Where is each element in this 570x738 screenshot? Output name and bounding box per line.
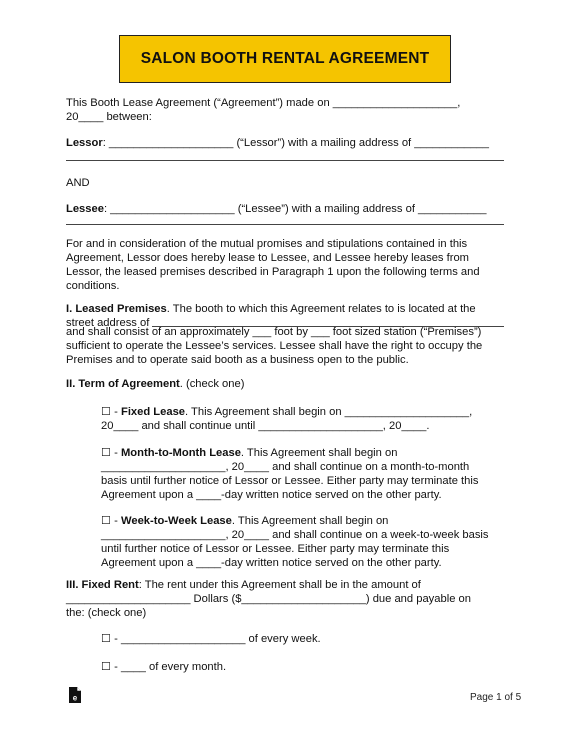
and-label: AND bbox=[66, 177, 90, 189]
lessee-address-rule bbox=[66, 224, 504, 225]
monthly-lease-label: Month-to-Month Lease bbox=[120, 447, 241, 459]
consideration-line-1: For and in consideration of the mutual promises and stipulations contained in this bbox=[66, 238, 468, 250]
weekly-lease-line-4: Agreement upon a ____-day written notice served on the other party. bbox=[101, 557, 442, 569]
lessor-text: : ____________________ (“Lessor”) with a mailing address of ____________ bbox=[102, 137, 489, 149]
rent-weekly-option[interactable]: ☐ - ____________________ of every week. bbox=[101, 633, 321, 645]
s1-text-1: . The booth to which this Agreement relates to is located at the bbox=[166, 303, 476, 315]
document-title: SALON BOOTH RENTAL AGREEMENT bbox=[140, 50, 430, 67]
fixed-lease-line-1 bbox=[101, 405, 506, 419]
s1-line-4: sufficient to operate the Lessee’s services. Lessee shall have the right to occupy the bbox=[66, 340, 483, 352]
rent-monthly-option[interactable]: ☐ - ____ of every month. bbox=[101, 661, 227, 673]
s1-line-1 bbox=[66, 302, 506, 316]
s2-heading: II. Term of Agreement bbox=[66, 378, 180, 390]
s3-line-3: the: (check one) bbox=[66, 607, 147, 619]
weekly-lease-line-1 bbox=[101, 514, 506, 528]
s3-line-2: ____________________ Dollars ($____________________) due and payable on bbox=[66, 593, 471, 605]
consideration-line-4: conditions. bbox=[66, 280, 120, 292]
title-box bbox=[119, 35, 451, 83]
fixed-lease-text: . This Agreement shall begin on ____________________, bbox=[185, 406, 473, 418]
weekly-lease-text: . This Agreement shall begin on bbox=[231, 515, 389, 527]
lessor-line bbox=[66, 136, 506, 150]
intro-line-2: 20____ between: bbox=[66, 111, 152, 123]
monthly-lease-line-2: ____________________, 20____ and shall continue on a month-to-month bbox=[101, 461, 470, 473]
consideration-line-2: Agreement, Lessor does hereby lease to Lessee, and Lessee hereby leases from bbox=[66, 252, 469, 264]
s1-line-2: street address of bbox=[66, 317, 150, 329]
s2-note: . (check one) bbox=[179, 378, 245, 390]
s3-heading: III. Fixed Rent bbox=[66, 579, 139, 591]
page-number: Page 1 of 5 bbox=[470, 692, 522, 703]
weekly-lease-checkbox[interactable]: ☐ - bbox=[101, 515, 121, 527]
s1-line-3: and shall consist of an approximately ___ foot by ___ foot sized station (“Premises”) bbox=[66, 326, 482, 338]
weekly-lease-line-2: ____________________, 20____ and shall continue on a week-to-week basis bbox=[101, 529, 489, 541]
intro-line-1: This Booth Lease Agreement (“Agreement”) made on ____________________, bbox=[66, 97, 461, 109]
lessee-label: Lessee bbox=[66, 203, 104, 215]
s2-heading-line bbox=[66, 377, 506, 391]
monthly-lease-checkbox[interactable]: ☐ - bbox=[101, 447, 121, 459]
fixed-lease-line-2: 20____ and shall continue until ____________________, 20____. bbox=[101, 420, 430, 432]
fixed-lease-checkbox[interactable]: ☐ - bbox=[101, 406, 121, 418]
consideration-line-3: Lessor, the leased premises described in Paragraph 1 upon the following terms and bbox=[66, 266, 480, 278]
svg-text:e: e bbox=[72, 693, 78, 703]
s1-heading: I. Leased Premises bbox=[66, 303, 167, 315]
monthly-lease-line-3: basis until further notice of Lessor or Lessee. Either party may terminate this bbox=[101, 475, 479, 487]
weekly-lease-label: Week-to-Week Lease bbox=[120, 515, 232, 527]
monthly-lease-text: . This Agreement shall begin on bbox=[240, 447, 398, 459]
lessor-address-rule bbox=[66, 160, 504, 161]
document-logo-icon bbox=[68, 686, 82, 704]
lessee-line bbox=[66, 202, 506, 216]
weekly-lease-line-3: until further notice of Lessor or Lessee. Either party may terminate this bbox=[101, 543, 450, 555]
fixed-lease-label: Fixed Lease bbox=[120, 406, 186, 418]
s1-line-5: Premises and to operate said booth as a business open to the public. bbox=[66, 354, 409, 366]
lessee-text: : ____________________ (“Lessee”) with a mailing address of ___________ bbox=[103, 203, 487, 215]
monthly-lease-line-1 bbox=[101, 446, 506, 460]
lessor-label: Lessor bbox=[66, 137, 103, 149]
s3-text-1: : The rent under this Agreement shall be in the amount of bbox=[138, 579, 421, 591]
s3-line-1 bbox=[66, 578, 506, 592]
monthly-lease-line-4: Agreement upon a ____-day written notice served on the other party. bbox=[101, 489, 442, 501]
